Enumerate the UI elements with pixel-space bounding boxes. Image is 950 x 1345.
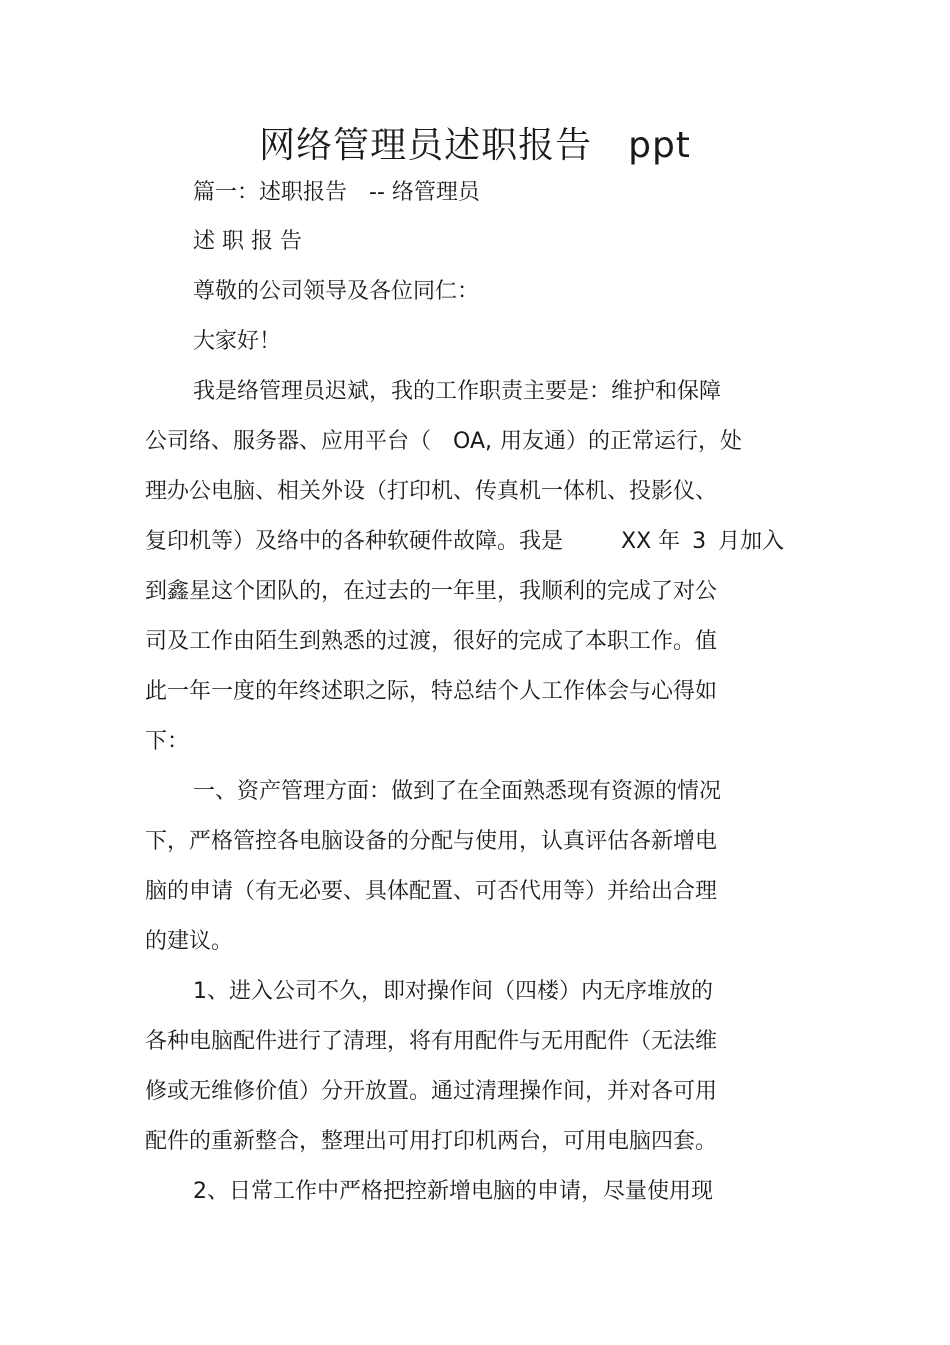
- paragraph-line: 到鑫星这个团队的，在过去的一年里，我顺利的完成了对公: [145, 579, 718, 604]
- paragraph-line: 1、进入公司不久，即对操作间（四楼）内无序堆放的: [193, 979, 713, 1004]
- paragraph-line: 配件的重新整合，整理出可用打印机两台，可用电脑四套。: [145, 1129, 718, 1154]
- document-title: [0, 120, 950, 172]
- paragraph-line: 尊敬的公司领导及各位同仁：: [193, 279, 480, 304]
- paragraph-line: 脑的申请（有无必要、具体配置、可否代用等）并给出合理: [145, 879, 718, 904]
- title-main: 网络管理员述职报告: [259, 125, 593, 166]
- paragraph-line: 2、日常工作中严格把控新增电脑的申请，尽量使用现: [193, 1179, 713, 1204]
- title-suffix: ppt: [628, 125, 691, 166]
- paragraph-line: 的建议。: [145, 929, 234, 954]
- paragraph-line: 修或无维修价值）分开放置。通过清理操作间，并对各可用: [145, 1079, 718, 1104]
- paragraph-line: 一、资产管理方面：做到了在全面熟悉现有资源的情况: [193, 779, 722, 804]
- paragraph-line: 复印机等）及络中的各种软硬件故障。我是 XX 年 3 月加入: [145, 529, 785, 554]
- paragraph-line: 此一年一度的年终述职之际，特总结个人工作体会与心得如: [145, 679, 718, 704]
- paragraph-line: 述 职 报 告: [193, 229, 302, 254]
- paragraph-line: 司及工作由陌生到熟悉的过渡，很好的完成了本职工作。值: [145, 629, 718, 654]
- paragraph-line: 各种电脑配件进行了清理，将有用配件与无用配件（无法维: [145, 1029, 718, 1054]
- paragraph-line: 大家好！: [193, 329, 282, 354]
- paragraph-line: 篇一：述职报告 -- 络管理员: [193, 180, 480, 205]
- paragraph-line: 公司络、服务器、应用平台（ OA, 用友通）的正常运行，处: [145, 429, 743, 454]
- paragraph-line: 下，严格管控各电脑设备的分配与使用，认真评估各新增电: [145, 829, 718, 854]
- paragraph-line: 理办公电脑、相关外设（打印机、传真机一体机、投影仪、: [145, 479, 718, 504]
- paragraph-line: 我是络管理员迟斌，我的工作职责主要是：维护和保障: [193, 379, 722, 404]
- paragraph-line: 下：: [145, 729, 190, 754]
